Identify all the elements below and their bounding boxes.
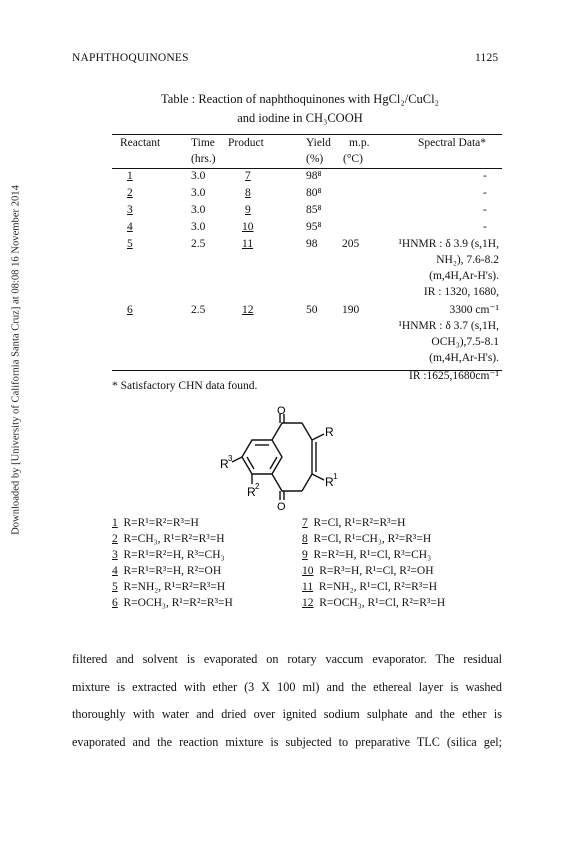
- cell-spectral-line: (m,4H,Ar-H's).: [429, 352, 499, 364]
- cell-product: 9: [245, 204, 251, 216]
- cell-reactant: 5: [127, 238, 133, 250]
- compound-desc: R=R³=H, R¹=Cl, R²=OH: [319, 565, 434, 577]
- table-header-rule: [112, 168, 502, 169]
- col-mp-unit: (°C): [343, 153, 363, 165]
- cell-time: 2.5: [191, 304, 206, 316]
- cell-product: 12: [242, 304, 254, 316]
- compound-item: [112, 565, 221, 577]
- naphthoquinone-structure: [200, 405, 360, 513]
- compound-item: [302, 597, 445, 609]
- table-top-rule: [112, 134, 502, 135]
- download-stamp-text: Downloaded by [University of California Santa Cruz] at 08:08 16 November 2014: [10, 185, 22, 535]
- compound-number: 6: [112, 597, 118, 609]
- compound-item: [112, 549, 225, 561]
- body-line: evaporated and the reaction mixture is subjected to preparative TLC (silica gel;: [72, 734, 502, 749]
- cell-yield: 85⁸: [306, 204, 322, 216]
- col-time-unit: (hrs.): [191, 153, 216, 165]
- cell-reactant: 2: [127, 187, 133, 199]
- cell-spectral: -: [483, 204, 487, 216]
- cell-spectral-line: 3300 cm⁻¹: [449, 304, 499, 316]
- cell-yield: 50: [306, 304, 318, 316]
- cell-spectral-line: ¹HNMR : δ 3.7 (s,1H,: [398, 320, 499, 332]
- cell-spectral-line: IR : 1320, 1680,: [423, 286, 499, 298]
- cell-spectral: -: [483, 170, 487, 182]
- compound-desc: R=R¹=R³=H, R²=OH: [123, 565, 222, 577]
- compound-number: 9: [302, 549, 308, 561]
- download-stamp: [9, 60, 23, 660]
- structure-r3-sup: 3: [228, 454, 233, 463]
- col-reactant: Reactant: [120, 137, 161, 149]
- structure-r1-sup: 1: [333, 472, 338, 481]
- cell-spectral: -: [483, 187, 487, 199]
- compound-number: 1: [112, 517, 118, 529]
- cell-yield: 98⁸: [306, 170, 322, 182]
- cell-spectral: -: [483, 221, 487, 233]
- cell-mp: 190: [342, 304, 360, 316]
- running-title: NAPHTHOQUINONES: [72, 52, 189, 64]
- compound-desc: R=R¹=R²=R³=H: [123, 517, 199, 529]
- structure-o-top: O: [277, 405, 286, 417]
- compound-number: 2: [112, 533, 118, 545]
- page-number: 1125: [475, 52, 499, 64]
- structure-r2-sup: 2: [255, 482, 260, 491]
- col-time: Time: [191, 137, 215, 149]
- cell-reactant: 6: [127, 304, 133, 316]
- cell-product: 8: [245, 187, 251, 199]
- compound-item: [112, 597, 233, 609]
- col-mp: m.p.: [349, 137, 370, 149]
- compound-item: [302, 517, 405, 529]
- cell-spectral-line: NH₂), 7.6-8.2: [436, 254, 499, 266]
- cell-product: 10: [242, 221, 254, 233]
- table-caption-line1: Table : Reaction of naphthoquinones with HgCl₂/CuCl₂: [161, 92, 439, 106]
- structure-r2: R: [247, 485, 256, 499]
- compound-desc: R=OCH₃, R¹=Cl, R²=R³=H: [319, 597, 446, 609]
- cell-spectral-line: OCH₃),7.5-8.1: [431, 336, 499, 348]
- compound-number: 11: [302, 581, 314, 593]
- col-spectral: Spectral Data*: [418, 137, 487, 149]
- compound-desc: R=R²=H, R¹=Cl, R³=CH₃: [313, 549, 432, 561]
- cell-reactant: 1: [127, 170, 133, 182]
- compound-number: 8: [302, 533, 308, 545]
- compound-desc: R=Cl, R¹=CH₃, R²=R³=H: [313, 533, 432, 545]
- cell-mp: 205: [342, 238, 360, 250]
- compound-item: [302, 565, 434, 577]
- col-product: Product: [228, 137, 264, 149]
- structure-r1: R: [325, 475, 334, 489]
- compound-desc: R=R¹=R²=H, R³=CH₃: [123, 549, 225, 561]
- compound-desc: R=NH₂, R¹=Cl, R²=R³=H: [318, 581, 438, 593]
- structure-r: R: [325, 425, 334, 439]
- cell-yield: 95⁸: [306, 221, 322, 233]
- compound-number: 4: [112, 565, 118, 577]
- compound-desc: R=CH₃, R¹=R²=R³=H: [123, 533, 225, 545]
- cell-time: 3.0: [191, 187, 206, 199]
- compound-number: 10: [302, 565, 314, 577]
- compound-item: [112, 517, 199, 529]
- body-line: mixture is extracted with ether (3 X 100 ml) and the ethereal layer is washed: [72, 679, 502, 694]
- compound-desc: R=OCH₃, R¹=R²=R³=H: [123, 597, 233, 609]
- cell-spectral-line: ¹HNMR : δ 3.9 (s,1H,: [398, 238, 499, 250]
- compound-number: 5: [112, 581, 118, 593]
- compound-number: 12: [302, 597, 314, 609]
- col-yield: Yield: [306, 137, 331, 149]
- cell-time: 3.0: [191, 221, 206, 233]
- compound-number: 3: [112, 549, 118, 561]
- structure-o-bottom: O: [277, 501, 286, 513]
- compound-item: [302, 533, 431, 545]
- structure-r3: R: [220, 457, 229, 471]
- compound-item: [112, 533, 225, 545]
- cell-yield: 80⁸: [306, 187, 322, 199]
- compound-item: [112, 581, 225, 593]
- cell-time: 3.0: [191, 204, 206, 216]
- cell-time: 3.0: [191, 170, 206, 182]
- compound-number: 7: [302, 517, 308, 529]
- compound-desc: R=NH₂, R¹=R²=R³=H: [123, 581, 226, 593]
- table-footnote: * Satisfactory CHN data found.: [112, 380, 258, 392]
- cell-spectral-line: (m,4H,Ar-H's).: [429, 270, 499, 282]
- compound-item: [302, 549, 431, 561]
- col-yield-unit: (%): [306, 153, 324, 165]
- cell-product: 11: [242, 238, 254, 250]
- cell-reactant: 4: [127, 221, 133, 233]
- cell-reactant: 3: [127, 204, 133, 216]
- body-paragraph: [72, 646, 502, 756]
- table-caption-line2: and iodine in CH₃COOH: [237, 111, 363, 125]
- cell-yield: 98: [306, 238, 318, 250]
- cell-spectral-line: IR :1625,1680cm⁻¹: [408, 370, 499, 382]
- body-line: filtered and solvent is evaporated on rotary vaccum evaporator. The residual: [72, 652, 502, 666]
- compound-item: [302, 581, 437, 593]
- cell-product: 7: [245, 170, 251, 182]
- compound-desc: R=Cl, R¹=R²=R³=H: [313, 517, 406, 529]
- structure-drawing: [200, 405, 360, 513]
- cell-time: 2.5: [191, 238, 206, 250]
- body-line: thoroughly with water and dried over ignited sodium sulphate and the ether is: [72, 707, 502, 721]
